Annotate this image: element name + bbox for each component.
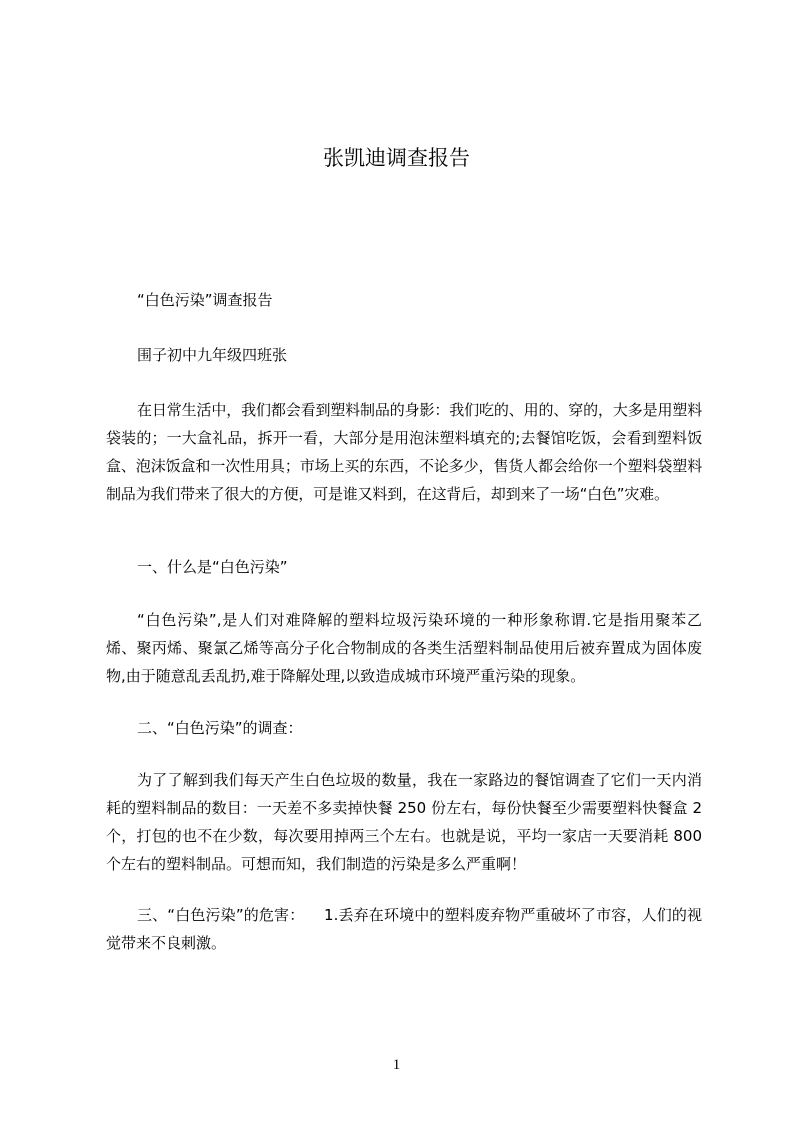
section-heading-survey: 二、“白色污染”的调查： — [137, 719, 303, 737]
page-number: 1 — [392, 1057, 401, 1073]
section-paragraph-survey: 为了了解到我们每天产生白色垃圾的数量，我在一家路边的餐馆调查了它们一天内消耗的塑料制品的数目：一天差不多卖掉快餐 250 份左右，每份快餐至少需要塑料快餐盒 2 个，打包的也不在少数，每次要用掉两三个左右。也就是说，平均一家店一天要消耗 800 个左右的塑料制品。可想而知，我们制造的污染是多么严重啊！ — [106, 771, 702, 873]
author-line: 围子初中九年级四班张 — [137, 346, 288, 364]
section-heading-what-is: 一、什么是“白色污染” — [137, 558, 288, 576]
section-paragraph-harm: 三、“白色污染”的危害： 1.丢弃在环境中的塑料废弃物严重破坏了市容，人们的视觉带来不良刺激。 — [106, 906, 702, 952]
intro-paragraph: 在日常生活中，我们都会看到塑料制品的身影：我们吃的、用的、穿的，大多是用塑料袋装的；一大盒礼品，拆开一看，大部分是用泡沫塑料填充的;去餐馆吃饭，会看到塑料饭盒、泡沫饭盒和一次性用具；市场上买的东西，不论多少，售货人都会给你一个塑料袋塑料制品为我们带来了很大的方便，可是谁又料到，在这背后，却到来了一场“白色”灾难。 — [106, 401, 702, 503]
section-paragraph-what-is: “白色污染”,是人们对难降解的塑料垃圾污染环境的一种形象称谓.它是指用聚苯乙烯、聚丙烯、聚氯乙烯等高分子化合物制成的各类生活塑料制品使用后被弃置成为固体废物,由于随意乱丢乱扔,难于降解处理,以致造成城市环境严重污染的现象。 — [106, 611, 702, 685]
report-heading: “白色污染”调查报告 — [137, 291, 273, 309]
document-title: 张凯迪调查报告 — [323, 146, 470, 170]
